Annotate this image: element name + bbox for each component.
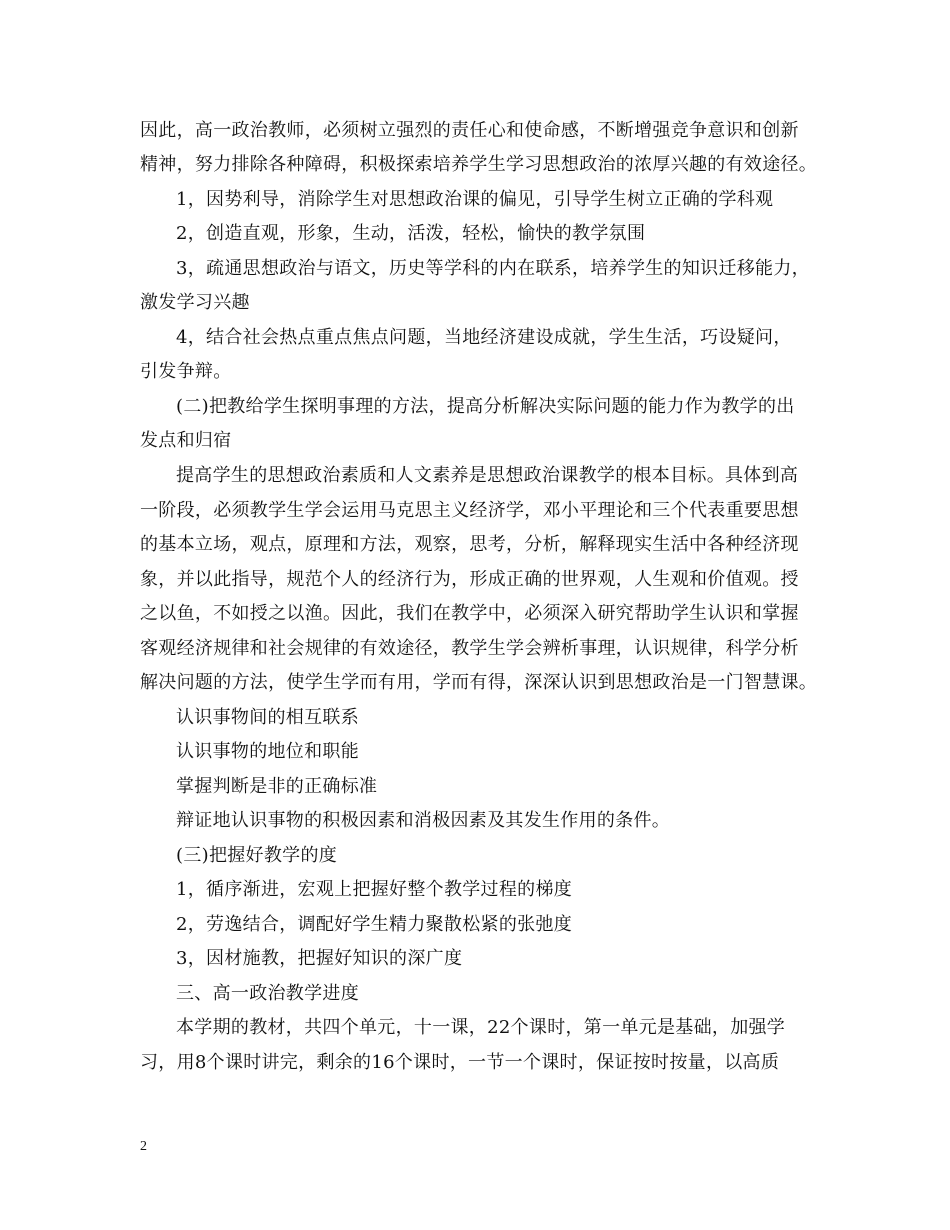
page-number: 2 (140, 1139, 147, 1154)
list-item: 辩证地认识事物的积极因素和消极因素及其发生作用的条件。 (176, 810, 671, 831)
list-item: 3，因材施教，把握好知识的深广度 (176, 948, 463, 969)
list-item: 2，劳逸结合，调配好学生精力聚散松紧的张弛度 (176, 914, 573, 935)
paragraph-line: 本学期的教材，共四个单元，十一课，22个课时，第一单元是基础，加强学 (176, 1017, 786, 1038)
paragraph-line: 习，用8个课时讲完，剩余的16个课时，一节一个课时，保证按时按量，以高质 (140, 1052, 780, 1073)
paragraph-line: 引发争辩。 (140, 361, 232, 382)
list-item: 2，创造直观，形象，生动，活泼，轻松，愉快的教学氛围 (176, 223, 646, 244)
paragraph-line: 因此，高一政治教师，必须树立强烈的责任心和使命感，不断增强竞争意识和创新 (140, 120, 799, 141)
list-item: 掌握判断是非的正确标准 (176, 776, 378, 797)
section-heading: (二)把教给学生探明事理的方法，提高分析解决实际问题的能力作为教学的出 (176, 396, 795, 417)
paragraph-line: 精神，努力排除各种障碍，积极探索培养学生学习思想政治的浓厚兴趣的有效途径。 (140, 154, 818, 175)
paragraph-line: 提高学生的思想政治素质和人文素养是思想政治课教学的根本目标。具体到高 (176, 465, 799, 486)
paragraph-line: 解决问题的方法，使学生学而有用，学而有得，深深认识到思想政治是一门智慧课。 (140, 672, 818, 693)
list-item: 1，循序渐进，宏观上把握好整个教学过程的梯度 (176, 879, 573, 900)
section-heading: 三、高一政治教学进度 (176, 983, 359, 1004)
list-item: 1，因势利导，消除学生对思想政治课的偏见，引导学生树立正确的学科观 (176, 189, 774, 210)
paragraph-line: 一阶段，必须教学生学会运用马克思主义经济学，邓小平理论和三个代表重要思想 (140, 500, 799, 521)
paragraph-line: 的基本立场，观点，原理和方法，观察，思考，分析，解释现实生活中各种经济现 (140, 534, 799, 555)
paragraph-line: 象，并以此指导，规范个人的经济行为，形成正确的世界观，人生观和价值观。授 (140, 569, 799, 590)
section-heading-continued: 发点和归宿 (140, 430, 232, 451)
list-item: 4，结合社会热点重点焦点问题，当地经济建设成就，学生生活，巧设疑问， (176, 327, 792, 348)
paragraph-line: 激发学习兴趣 (140, 292, 250, 313)
paragraph-line: 客观经济规律和社会规律的有效途径，教学生学会辨析事理，认识规律，科学分析 (140, 638, 799, 659)
section-heading: (三)把握好教学的度 (176, 845, 338, 866)
paragraph-line: 之以鱼，不如授之以渔。因此，我们在教学中，必须深入研究帮助学生认识和掌握 (140, 603, 799, 624)
list-item: 认识事物间的相互联系 (176, 707, 359, 728)
list-item: 认识事物的地位和职能 (176, 741, 359, 762)
list-item: 3，疏通思想政治与语文，历史等学科的内在联系，培养学生的知识迁移能力， (176, 258, 810, 279)
